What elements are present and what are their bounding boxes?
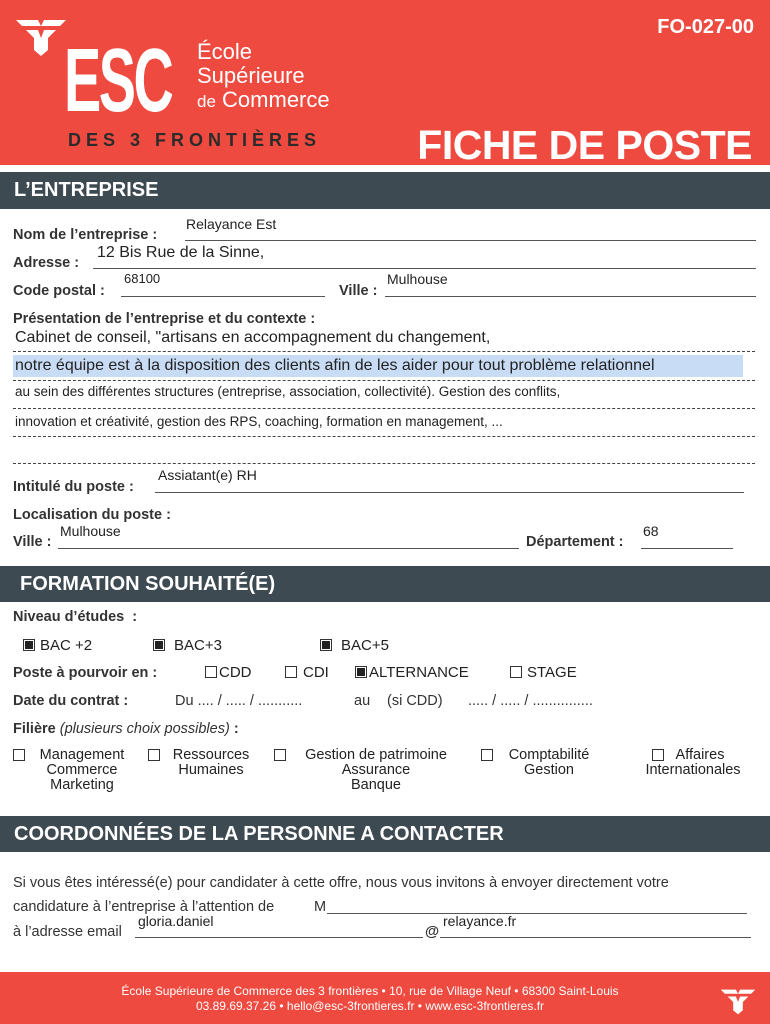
filiere-patrimoine-checkbox[interactable]	[274, 749, 286, 761]
filiere-comptabilite-label	[494, 748, 604, 778]
page-title: FICHE DE POSTE	[417, 122, 752, 168]
nom-field-line	[185, 240, 756, 241]
presentation-rule-2	[13, 380, 755, 381]
section-contact-header	[0, 816, 770, 852]
school-line-1: École	[197, 39, 253, 64]
email-user-value[interactable]: gloria.daniel	[138, 913, 214, 929]
departement-value[interactable]: 68	[643, 523, 659, 539]
presentation-rule-4	[13, 436, 755, 437]
section-title: COORDONNÉES DE LA PERSONNE A CONTACTER	[14, 823, 504, 845]
bac2-checkbox[interactable]	[23, 639, 35, 651]
niveau-label	[13, 609, 137, 625]
bac5-label: BAC+5	[341, 637, 389, 654]
cp-value[interactable]: 68100	[124, 271, 161, 286]
section-title: L’ENTREPRISE	[14, 179, 159, 201]
cdi-checkbox[interactable]	[285, 666, 297, 678]
section-title: FORMATION SOUHAITÉ(E)	[20, 573, 276, 595]
adresse-field-line	[93, 268, 756, 269]
filiere-rh-checkbox[interactable]	[148, 749, 160, 761]
header-banner	[0, 0, 770, 168]
nom-value[interactable]: Relayance Est	[186, 216, 277, 232]
filiere-patrimoine-label	[288, 748, 464, 793]
tagline: DES 3 FRONTIÈRES	[68, 130, 322, 150]
school-commerce: Commerce	[222, 87, 330, 112]
filiere-line: Banque	[351, 777, 401, 793]
filiere-comptabilite-checkbox[interactable]	[481, 749, 493, 761]
date-si-cdd: (si CDD)	[387, 693, 443, 709]
email-at: @	[425, 924, 440, 940]
filiere-line: Marketing	[50, 777, 114, 793]
bac3-checkbox[interactable]	[153, 639, 165, 651]
cdd-label: CDD	[219, 664, 252, 681]
departement-field-line	[641, 548, 733, 549]
footer-address: École Supérieure de Commerce des 3 frontières • 10, rue de Village Neuf • 68300 Saint-Louis	[121, 984, 619, 998]
presentation-rule-3	[13, 408, 755, 409]
filiere-management-label	[28, 748, 136, 793]
footer-contact[interactable]: 03.89.69.37.26 • hello@esc-3frontieres.fr • www.esc-3frontieres.fr	[195, 999, 545, 1013]
contact-m-prefix: M	[314, 899, 327, 915]
nom-label: Nom de l’entreprise :	[13, 227, 158, 243]
loc-ville-label: Ville :	[13, 534, 52, 550]
bac3-label: BAC+3	[174, 637, 222, 654]
filiere-rh-label	[163, 748, 259, 778]
date-du[interactable]: Du .... / ..... / ...........	[175, 693, 303, 709]
poste-label: Poste à pourvoir en :	[13, 665, 158, 681]
email-user-line	[135, 937, 423, 938]
email-domain-value[interactable]: relayance.fr	[443, 913, 517, 929]
filiere-line: Management	[39, 747, 125, 763]
school-line-2: Supérieure	[197, 63, 305, 88]
contact-intro-1: Si vous êtes intéressé(e) pour candidater à cette offre, nous vous invitons à envoyer directement votre	[13, 875, 669, 891]
filiere-hint: (plusieurs choix possibles)	[59, 721, 230, 737]
section-entreprise-header	[0, 172, 770, 209]
ville-value[interactable]: Mulhouse	[387, 271, 448, 287]
niveau-label-text: Niveau d’études	[13, 609, 125, 625]
stage-checkbox[interactable]	[510, 666, 522, 678]
footer-logo-icon	[718, 984, 758, 1020]
ville-field-line	[385, 296, 756, 297]
intitule-field-line	[155, 492, 744, 493]
filiere-line: Gestion de patrimoine	[305, 747, 447, 763]
alternance-label: ALTERNANCE	[369, 664, 469, 681]
logo-icon	[12, 12, 70, 64]
date-end[interactable]: ..... / ..... / ...............	[468, 693, 593, 709]
date-au: au	[354, 693, 371, 709]
cdi-label: CDI	[303, 664, 329, 681]
filiere-line: Ressources	[172, 747, 250, 763]
departement-label: Département :	[526, 534, 624, 550]
loc-ville-field-line	[58, 548, 519, 549]
footer	[0, 972, 770, 1024]
cp-field-line	[121, 296, 325, 297]
section-formation-header	[0, 566, 770, 602]
filiere-line: Affaires	[675, 747, 725, 763]
alternance-checkbox[interactable]	[355, 666, 367, 678]
adresse-value[interactable]: 12 Bis Rue de la Sinne,	[97, 244, 265, 261]
contact-intro-2: candidature à l’entreprise à l’attention de	[13, 899, 275, 915]
filiere-line: Internationales	[645, 762, 741, 778]
presentation-rule-1	[13, 351, 755, 352]
date-label: Date du contrat :	[13, 693, 129, 709]
filiere-line: Commerce	[46, 762, 118, 778]
email-label: à l’adresse email	[13, 924, 122, 940]
presentation-line-2[interactable]: notre équipe est à la disposition des clients afin de les aider pour tout problème relationnel	[15, 357, 655, 374]
presentation-label: Présentation de l’entreprise et du contexte :	[13, 311, 316, 327]
localisation-label: Localisation du poste :	[13, 507, 171, 523]
school-de: de	[197, 92, 216, 111]
bac5-checkbox[interactable]	[320, 639, 332, 651]
form-code: FO-027-00	[657, 16, 754, 38]
stage-label: STAGE	[527, 664, 577, 681]
filiere-line: Comptabilité	[508, 747, 590, 763]
presentation-line-3[interactable]: au sein des différentes structures (entreprise, association, collectivité). Gestion des conflits,	[15, 384, 561, 399]
presentation-line-4[interactable]: innovation et créativité, gestion des RPS, coaching, formation en management, ...	[15, 414, 503, 429]
adresse-label: Adresse :	[13, 255, 80, 271]
filiere-label	[13, 721, 239, 737]
logo-text: ESC	[64, 31, 172, 131]
school-line-3	[197, 88, 330, 114]
intitule-value[interactable]: Assiatant(e) RH	[158, 467, 257, 483]
intitule-label: Intitulé du poste :	[13, 479, 134, 495]
filiere-line: Gestion	[524, 762, 574, 778]
filiere-colon: :	[233, 721, 239, 737]
bac2-label: BAC +2	[40, 637, 93, 654]
presentation-line-1[interactable]: Cabinet de conseil, "artisans en accompagnement du changement,	[15, 329, 491, 346]
filiere-management-checkbox[interactable]	[13, 749, 25, 761]
school-name	[197, 40, 330, 114]
email-domain-line	[440, 937, 751, 938]
filiere-affaires-label	[634, 748, 752, 778]
filiere-line: Humaines	[178, 762, 244, 778]
niveau-colon: :	[132, 609, 138, 625]
filiere-label-text: Filière	[13, 721, 56, 737]
cp-label: Code postal :	[13, 283, 105, 299]
ville-label: Ville :	[339, 283, 378, 299]
contact-name-line[interactable]	[327, 913, 747, 914]
loc-ville-value[interactable]: Mulhouse	[60, 523, 121, 539]
presentation-rule-5	[13, 463, 755, 464]
cdd-checkbox[interactable]	[205, 666, 217, 678]
filiere-line: Assurance	[341, 762, 411, 778]
